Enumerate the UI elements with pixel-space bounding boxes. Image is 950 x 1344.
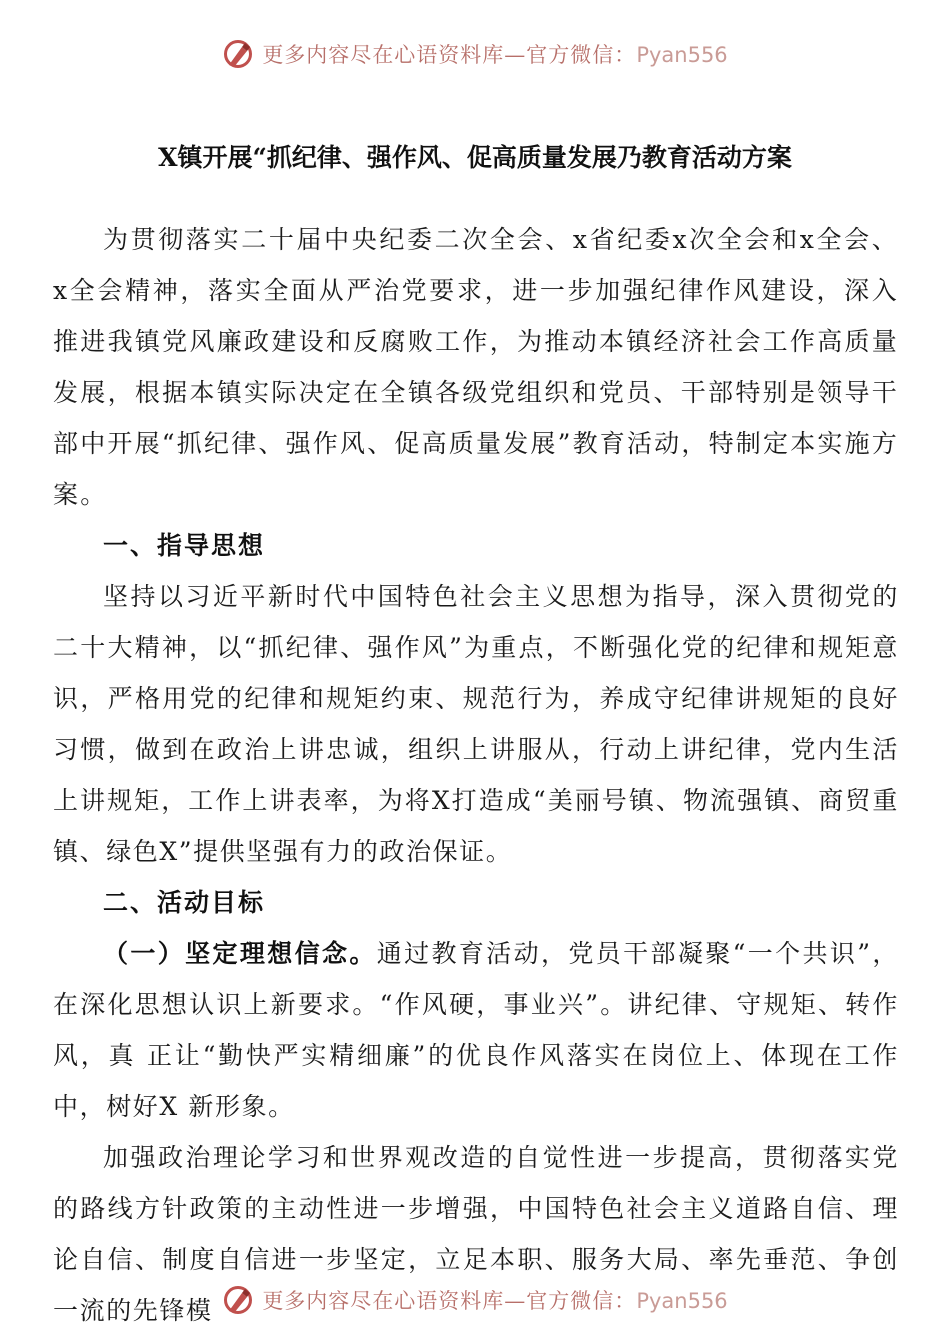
watermark-text: 更多内容尽在心语资料库—官方微信：Pyan556 xyxy=(262,1289,728,1313)
goal-one-paragraph xyxy=(53,928,899,1132)
document-title: X镇开展“抓纪律、强作风、促高质量发展乃教育活动方案 xyxy=(158,143,792,172)
intro-paragraph: 为贯彻落实二十届中央纪委二次全会、x省纪委x次全会和x全会、x全会精神，落实全面从严治党要求，进一步加强纪律作风建设，深入推进我镇党风廉政建设和反腐败工作，为推动本镇经济社会工作高质量发展，根据本镇实际决定在全镇各级党组织和党员、干部特别是领导干部中开展“抓纪律、强作风、促高质量发展”教育活动，特制定本实施方案。 xyxy=(53,225,899,509)
watermark-id: Pyan556 xyxy=(636,1289,728,1313)
pen-logo-icon xyxy=(222,38,254,70)
watermark-text: 更多内容尽在心语资料库—官方微信：Pyan556 xyxy=(262,43,728,67)
watermark-banner-top xyxy=(0,34,950,74)
goal-one-body: 通过教育活动，党员干部凝聚“一个共识”，在深化思想认识上新要求。“作风硬，事业兴”。讲纪律、守规矩、转作风，真 正让“勤快严实精细廉”的优良作风落实在岗位上、体现在工作中，树好X 新形象。 xyxy=(53,939,899,1121)
goal-one-lead: （一）坚定理想信念。 xyxy=(103,939,377,968)
section-heading-guiding-ideology: 一、指导思想 xyxy=(103,531,266,560)
pen-logo-icon xyxy=(222,1284,254,1316)
guiding-ideology-paragraph: 坚持以习近平新时代中国特色社会主义思想为指导，深入贯彻党的二十大精神，以“抓纪律、强作风”为重点，不断强化党的纪律和规矩意识，严格用党的纪律和规矩约束、规范行为，养成守纪律讲规矩的良好习惯，做到在政治上讲忠诚，组织上讲服从，行动上讲纪律，党内生活上讲规矩，工作上讲表率，为将X打造成“美丽号镇、物流强镇、商贸重镇、绿色X”提供坚强有力的政治保证。 xyxy=(53,582,899,866)
section-heading-activity-goals: 二、活动目标 xyxy=(103,888,266,917)
theory-study-paragraph: 加强政治理论学习和世界观改造的自觉性进一步提高，贯彻落实党的路线方针政策的主动性进一步增强，中国特色社会主义道路自信、理论自信、制度自信进一步坚定，立足本职、服务大局、率先垂范、争创一流的先锋模 xyxy=(53,1143,899,1325)
watermark-banner-bottom xyxy=(0,1280,950,1320)
document-body xyxy=(53,214,899,1336)
watermark-id: Pyan556 xyxy=(636,43,728,67)
